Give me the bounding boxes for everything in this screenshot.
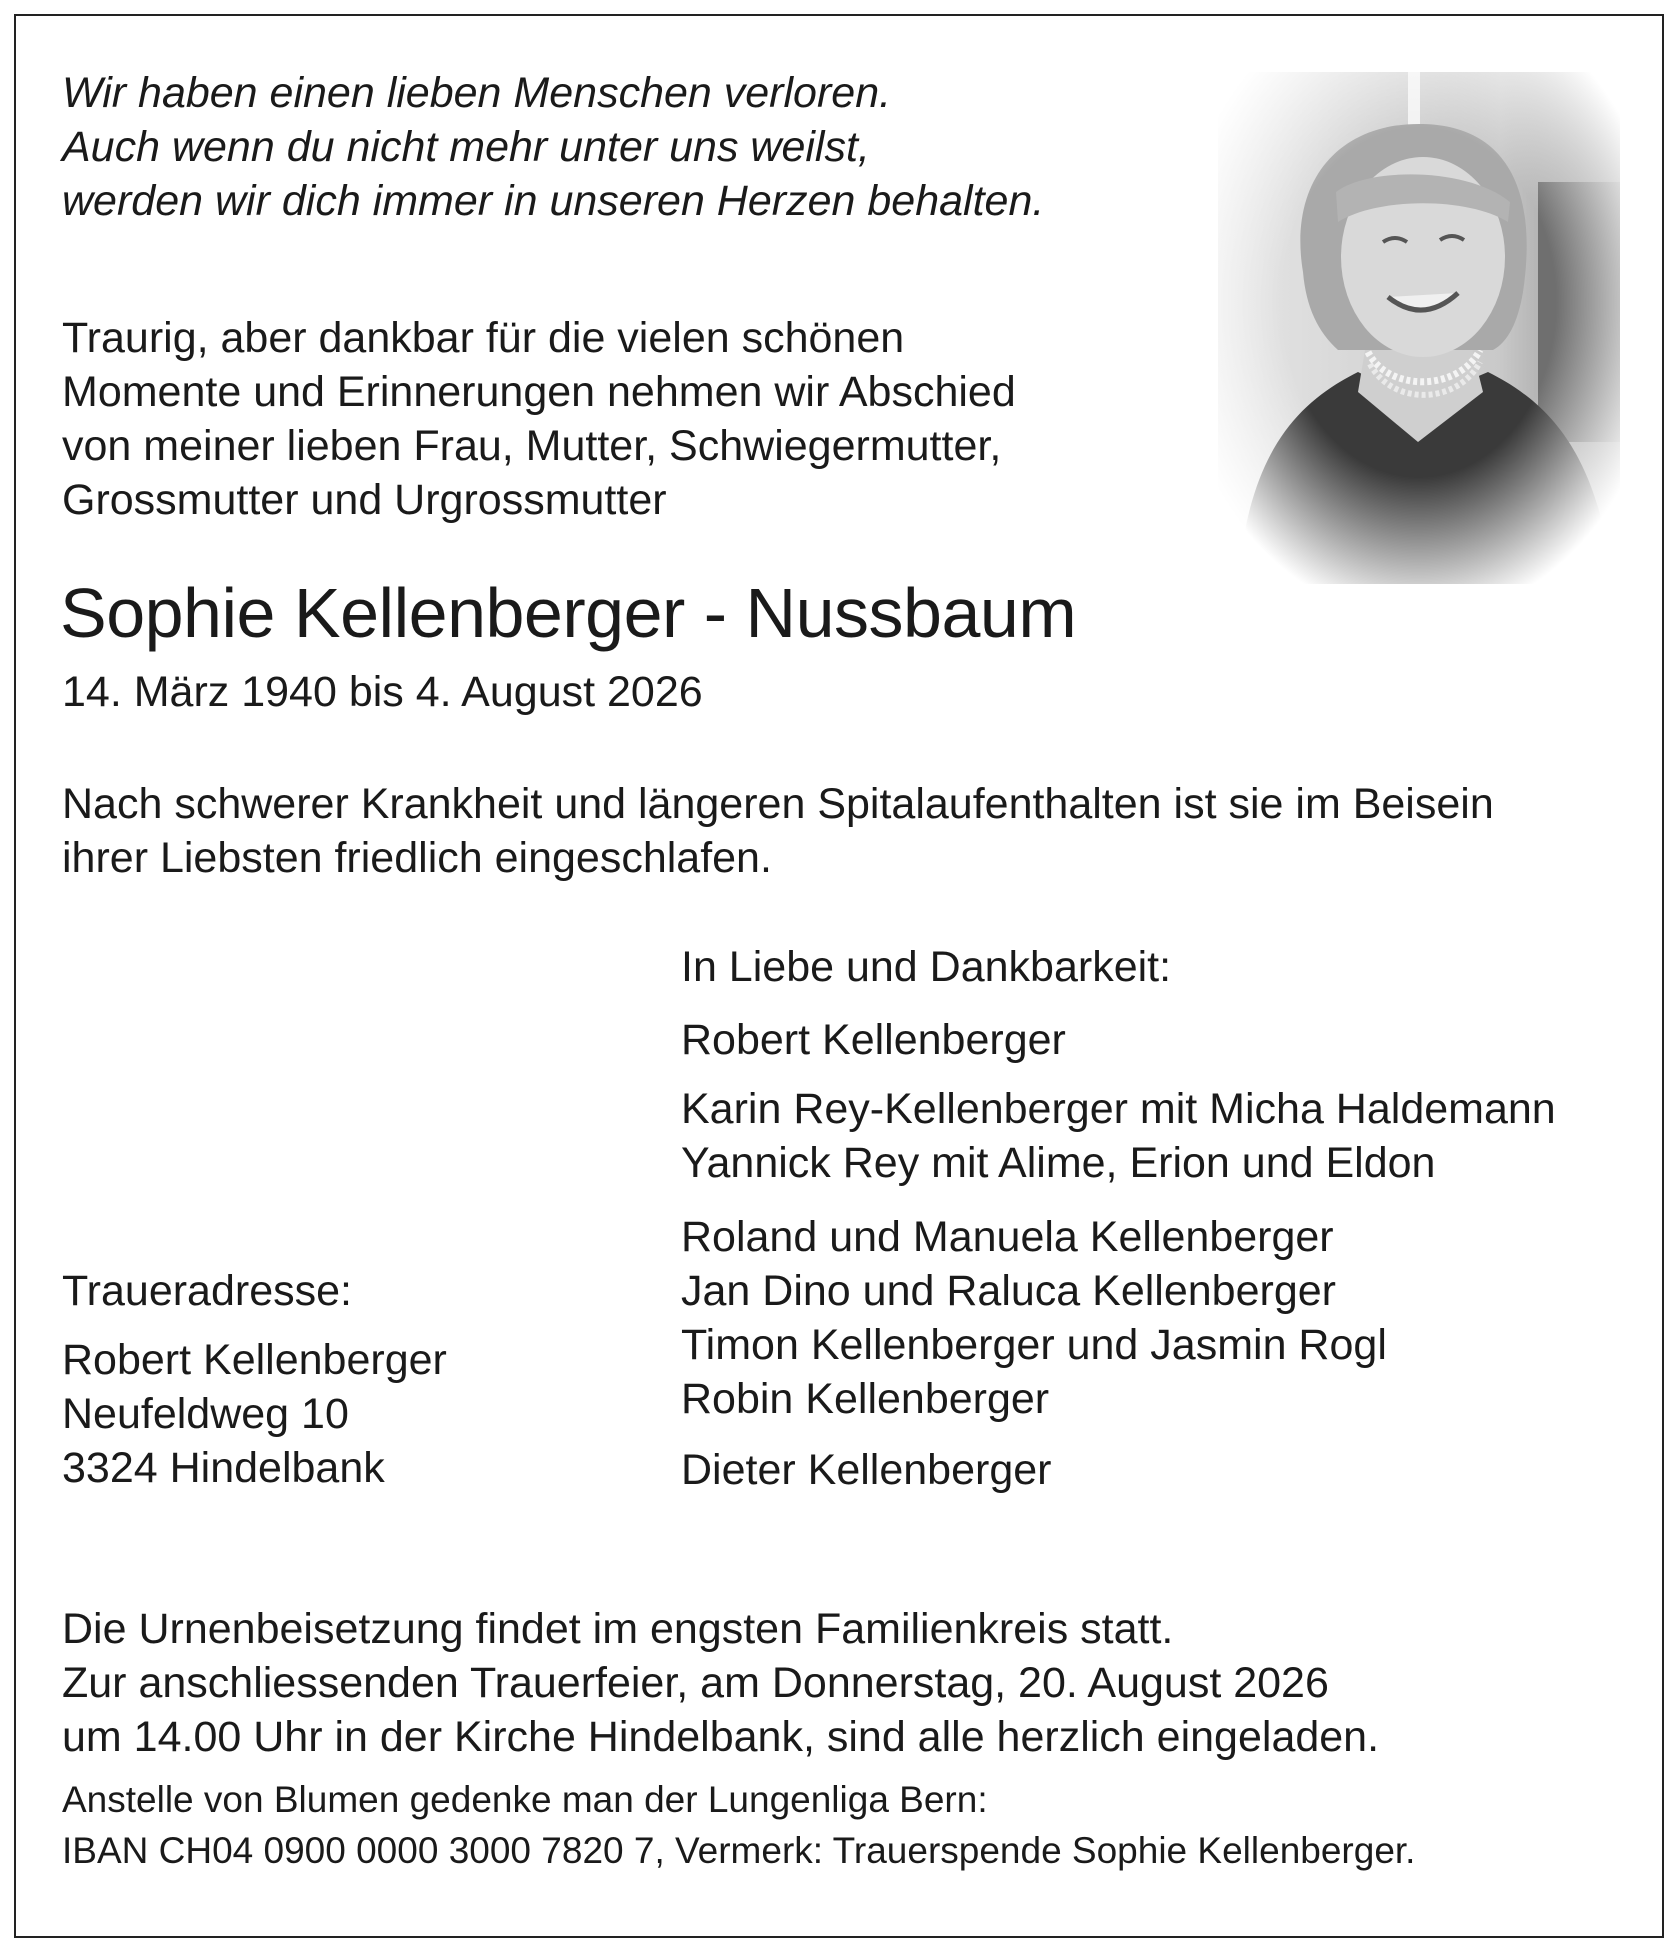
address-block	[62, 1333, 447, 1495]
deceased-name: Sophie Kellenberger - Nussbaum	[60, 574, 1077, 652]
intro-line: von meiner lieben Frau, Mutter, Schwiegermutter,	[62, 422, 1002, 470]
mourner-name: Yannick Rey mit Alime, Erion und Eldon	[681, 1139, 1436, 1187]
mourners-group	[681, 1013, 1066, 1067]
poem	[62, 66, 1044, 228]
mourner-name: Karin Rey-Kellenberger mit Micha Haldemann	[681, 1085, 1556, 1133]
intro-line: Momente und Erinnerungen nehmen wir Abschied	[62, 368, 1016, 416]
mourner-name: Dieter Kellenberger	[681, 1446, 1052, 1494]
passing-text	[62, 777, 1494, 885]
intro-line: Grossmutter und Urgrossmutter	[62, 476, 667, 524]
mourners-group	[681, 1082, 1556, 1190]
passing-line: Nach schwerer Krankheit und längeren Spitalaufenthalten ist sie im Beisein	[62, 780, 1494, 828]
mourner-name: Robert Kellenberger	[681, 1016, 1066, 1064]
mourner-name: Roland und Manuela Kellenberger	[681, 1213, 1334, 1261]
poem-line: werden wir dich immer in unseren Herzen behalten.	[62, 177, 1045, 225]
address-line: 3324 Hindelbank	[62, 1444, 385, 1492]
intro-text	[62, 311, 1016, 527]
mourners-group	[681, 1443, 1051, 1497]
mourners-group	[681, 1210, 1387, 1426]
ceremony-text	[62, 1602, 1379, 1764]
ceremony-line: um 14.00 Uhr in der Kirche Hindelbank, sind alle herzlich eingeladen.	[62, 1713, 1380, 1761]
life-dates: 14. März 1940 bis 4. August 2026	[62, 668, 703, 716]
ceremony-line: Zur anschliessenden Trauerfeier, am Donnerstag, 20. August 2026	[62, 1659, 1329, 1707]
poem-line: Wir haben einen lieben Menschen verloren.	[62, 69, 892, 117]
mourner-name: Jan Dino und Raluca Kellenberger	[681, 1267, 1336, 1315]
passing-line: ihrer Liebsten friedlich eingeschlafen.	[62, 834, 772, 882]
mourner-name: Timon Kellenberger und Jasmin Rogl	[681, 1321, 1387, 1369]
portrait-photo	[1218, 72, 1620, 584]
address-line: Neufeldweg 10	[62, 1390, 349, 1438]
mourners-heading: In Liebe und Dankbarkeit:	[681, 943, 1172, 991]
donation-line: Anstelle von Blumen gedenke man der Lungenliga Bern:	[62, 1779, 988, 1820]
poem-line: Auch wenn du nicht mehr unter uns weilst,	[62, 123, 870, 171]
donation-text	[62, 1774, 1415, 1876]
address-label: Traueradresse:	[62, 1267, 352, 1315]
address-line: Robert Kellenberger	[62, 1336, 447, 1384]
mourner-name: Robin Kellenberger	[681, 1375, 1050, 1423]
intro-line: Traurig, aber dankbar für die vielen schönen	[62, 314, 905, 362]
ceremony-line: Die Urnenbeisetzung findet im engsten Familienkreis statt.	[62, 1605, 1174, 1653]
donation-line: IBAN CH04 0900 0000 3000 7820 7, Vermerk: Trauerspende Sophie Kellenberger.	[62, 1830, 1416, 1871]
